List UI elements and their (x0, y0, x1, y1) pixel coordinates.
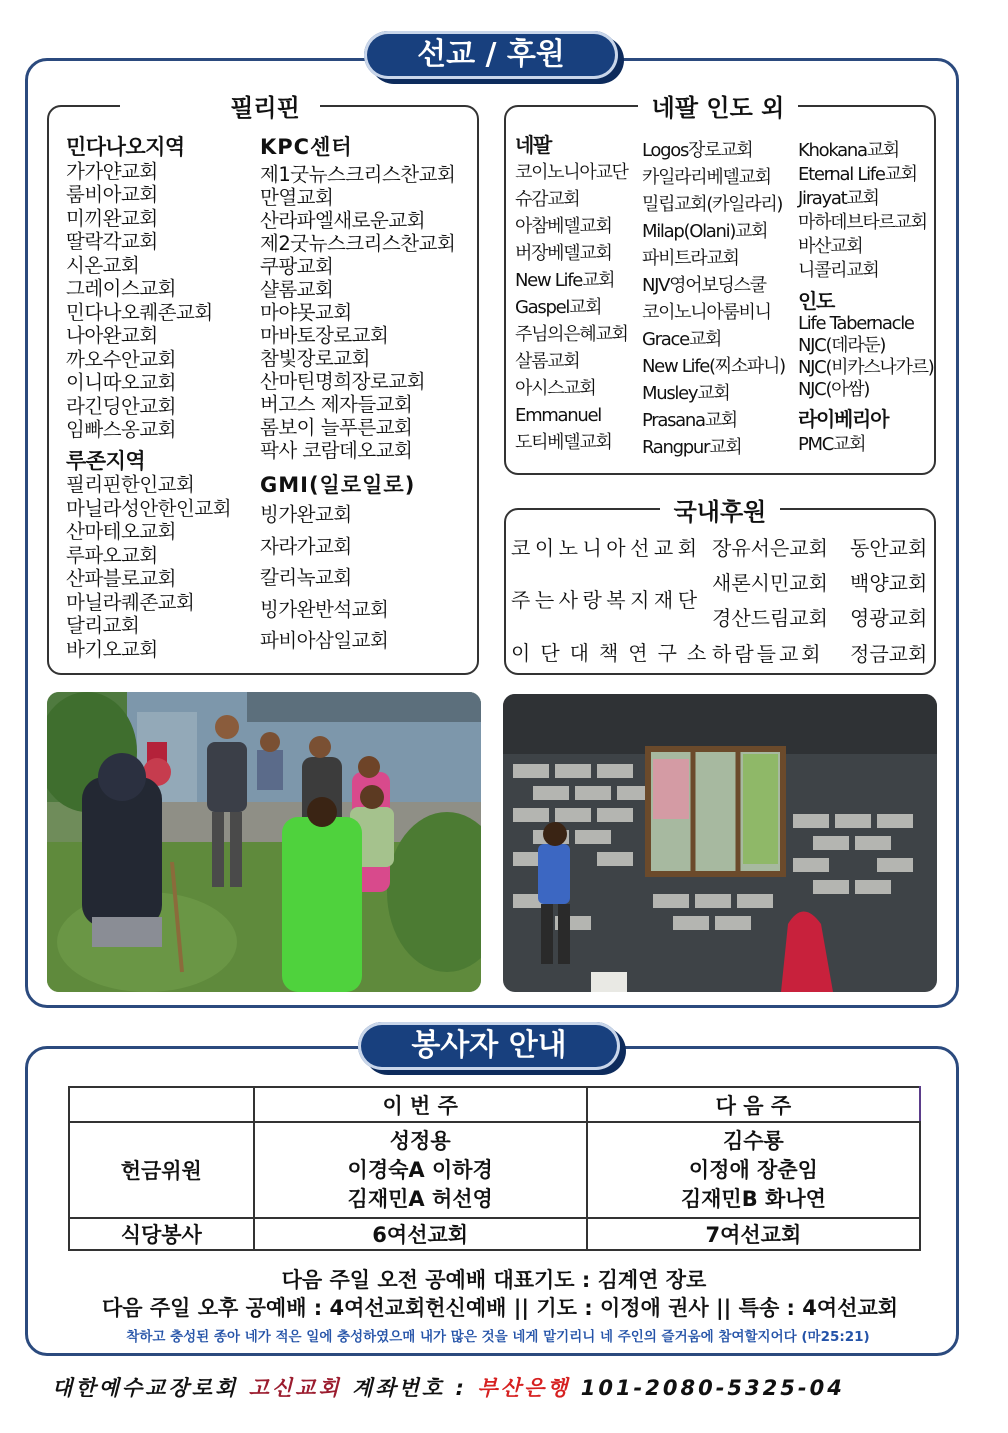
list-item: PMC교회 (798, 434, 866, 455)
list-item: 밀립교회(카일라리) (642, 194, 783, 215)
table-row-offering (69, 1122, 920, 1218)
philippines-title-rule-left (120, 105, 215, 107)
list-item: 파비트라교회 (642, 248, 739, 269)
list-item: 필리핀한인교회 (66, 473, 195, 496)
offering-this-week-line-1: 이경숙A 이하경 (347, 1157, 493, 1182)
list-item: New Life교회 (515, 270, 615, 291)
list-item: 산마틴명희장로교회 (260, 370, 426, 393)
list-item: 마하데브타르교회 (798, 212, 927, 233)
list-item: Eternal Life교회 (798, 164, 917, 185)
list-item: Emmanuel (515, 405, 601, 426)
gmi-list (260, 499, 455, 657)
philippines-title: 필리핀 (210, 88, 320, 123)
list-item: 파비아삼일교회 (260, 629, 389, 652)
denomination: 대한예수교장로회 (52, 1376, 239, 1400)
list-item: NJC(비카스나가르) (798, 357, 934, 378)
list-item: 마야못교회 (260, 301, 352, 324)
list-item: 살롬교회 (515, 351, 580, 372)
list-item: 아참베델교회 (515, 216, 612, 237)
list-item: Musley교회 (642, 383, 730, 404)
nepal-col1 (515, 132, 628, 456)
list-item: 칼리녹교회 (260, 566, 352, 589)
philippines-col1 (66, 136, 231, 661)
list-item: Jirayat교회 (798, 188, 879, 209)
building-photo-drawing (503, 694, 937, 992)
offering-this-week-line-0: 성정용 (389, 1128, 451, 1153)
outdoor-photo-drawing (47, 692, 481, 992)
kitchen-next-week: 7여선교회 (587, 1218, 920, 1250)
gmi-heading: GMI(일로일로) (260, 473, 416, 497)
list-item: NJV영어보딩스쿨 (642, 275, 766, 296)
list-item: 가가얀교회 (66, 159, 158, 183)
list-item: 팍사 코람데오교회 (260, 439, 413, 462)
list-item: 제2굿뉴스크리스찬교회 (260, 232, 456, 255)
list-item: 버장베델교회 (515, 243, 612, 264)
list-item: Rangpur교회 (642, 437, 742, 458)
header-this-week: 이 번 주 (254, 1087, 587, 1122)
list-item: 달리교회 (66, 614, 140, 637)
list-item: 라긴딩안교회 (66, 394, 177, 418)
india-heading: 인도 (798, 289, 835, 313)
volunteer-table-corner (69, 1087, 254, 1122)
list-item: 샬롬교회 (260, 278, 334, 301)
row-label-kitchen: 식당봉사 (69, 1218, 254, 1250)
list-item: NJC(데라둔) (798, 335, 886, 356)
nepal-col3-list (798, 139, 933, 283)
list-item: Gaspel교회 (515, 297, 602, 318)
list-item: Milap(Olani)교회 (642, 221, 768, 242)
list-item: 마바토장로교회 (260, 324, 389, 347)
liberia-heading: 라이베리아 (798, 407, 889, 431)
mission-title: 선교 / 후원 (364, 31, 618, 79)
luzon-heading: 루존지역 (66, 448, 146, 473)
list-item: 민다나오퀘존교회 (66, 300, 213, 324)
kpc-list (260, 163, 455, 462)
nepal-col3 (798, 139, 933, 457)
nepal-title: 네팔 인도 외 (638, 88, 798, 123)
domestic-col3-item-1: 백양교회 (850, 571, 928, 595)
offering-next-week-line-0: 김수룡 (722, 1128, 784, 1153)
mission-photo-outdoor (47, 692, 481, 992)
list-item: 미끼완교회 (66, 206, 158, 230)
list-item: 바산교회 (798, 236, 863, 257)
domestic-col2-item-1: 새론시민교회 (712, 571, 828, 595)
offering-next-week-line-2: 김재민B 화나연 (680, 1186, 826, 1211)
list-item: 제1굿뉴스크리스찬교회 (260, 163, 456, 186)
list-item: 만열교회 (260, 186, 334, 209)
domestic-col2-item-0: 장유서은교회 (712, 536, 828, 560)
list-item: 딸락각교회 (66, 230, 158, 253)
list-item: Logos장로교회 (642, 140, 753, 161)
kpc-heading: KPC센터 (260, 135, 353, 159)
list-item: 도티베델교회 (515, 432, 612, 453)
bank-name: 부산은행 (477, 1376, 571, 1400)
list-item: New Life(찌소파니) (642, 356, 785, 377)
list-item: 룸비아교회 (66, 183, 158, 206)
account-label: 계좌번호 : (352, 1376, 467, 1400)
list-item: 산라파엘새로운교회 (260, 209, 426, 232)
list-item: 슈감교회 (515, 189, 580, 210)
list-item: 임빠스옹교회 (66, 418, 177, 441)
philippines-col2 (260, 136, 455, 657)
domestic-col2-item-2: 경산드림교회 (712, 606, 828, 630)
nepal-col2 (642, 137, 785, 461)
list-item: 코이노니아룸비니 (642, 302, 771, 323)
domestic-col1-item-0: 코이노니아선교회 (511, 536, 702, 560)
kitchen-this-week: 6여선교회 (254, 1218, 587, 1250)
list-item: 코이노니아교단 (515, 162, 628, 183)
account-footer (52, 1372, 845, 1402)
list-item: 마닐라성안한인교회 (66, 496, 232, 520)
offering-this-week-line-2: 김재민A 허선영 (347, 1186, 493, 1211)
list-item: 니콜리교회 (798, 260, 879, 281)
domestic-title: 국내후원 (660, 492, 780, 527)
list-item: Prasana교회 (642, 410, 737, 431)
account-number: 101-2080-5325-04 (580, 1376, 845, 1400)
list-item: 빙가완교회 (260, 503, 352, 526)
domestic-col3-item-0: 동안교회 (850, 536, 928, 560)
list-item: 쿠팡교회 (260, 255, 334, 278)
list-item: 나아완교회 (66, 324, 158, 347)
offering-next-week-line-1: 이정애 장춘임 (688, 1157, 818, 1182)
list-item: 롬보이 늘푸른교회 (260, 416, 413, 439)
list-item: 버고스 제자들교회 (260, 393, 413, 416)
list-item: 까오수안교회 (66, 347, 177, 371)
nepal-heading: 네팔 (515, 133, 552, 157)
list-item: 카일라리베델교회 (642, 167, 771, 188)
mindanao-heading: 민다나오지역 (66, 135, 185, 159)
domestic-col1-item-2: 이단대책연구소 (511, 641, 717, 665)
domestic-col1-item-1: 주는사랑복지재단 (511, 588, 702, 612)
church-name: 고신교회 (248, 1376, 342, 1400)
luzon-list (66, 473, 231, 661)
list-item: 아시스교회 (515, 378, 596, 399)
list-item: 산마테오교회 (66, 520, 177, 543)
list-item: 주님의은혜교회 (515, 324, 628, 345)
list-item: 빙가완반석교회 (260, 597, 389, 621)
liberia-list (798, 433, 933, 457)
list-item: Khokana교회 (798, 140, 899, 161)
india-list (798, 313, 933, 401)
list-item: NJC(아쌈) (798, 379, 870, 400)
list-item: 이니따오교회 (66, 371, 177, 394)
list-item: 마닐라퀘존교회 (66, 590, 195, 614)
list-item: Life Tabernacle (798, 313, 914, 334)
row-label-offering: 헌금위원 (69, 1122, 254, 1218)
header-next-week: 다 음 주 (587, 1087, 920, 1122)
offering-next-week (587, 1122, 920, 1218)
domestic-col2-item-3: 하람들교회 (712, 642, 824, 666)
nepal-col1-list (515, 159, 628, 456)
list-item: 바기오교회 (66, 637, 158, 661)
notice-afternoon-service: 다음 주일 오후 공예배 : 4여선교회헌신예배 || 기도 : 이정애 권사 || 특송 : 4여선교회 (101, 1296, 899, 1320)
volunteer-table (68, 1086, 921, 1251)
domestic-col3-item-3: 정금교회 (850, 642, 928, 666)
table-row-kitchen (69, 1218, 920, 1250)
list-item: 참빛장로교회 (260, 347, 371, 370)
list-item: Grace교회 (642, 329, 722, 350)
list-item: 시온교회 (66, 253, 140, 277)
domestic-col3-item-2: 영광교회 (850, 606, 928, 630)
volunteer-title: 봉사자 안내 (358, 1022, 620, 1070)
list-item: 루파오교회 (66, 543, 158, 567)
offering-this-week (254, 1122, 587, 1218)
notice-morning-prayer: 다음 주일 오전 공예배 대표기도 : 김계연 장로 (281, 1268, 707, 1292)
bible-verse: 착하고 충성된 종아 네가 적은 일에 충성하였으매 내가 많은 것을 네게 맡기리니 네 주인의 즐거움에 참여할지어다 (마25:21) (126, 1329, 870, 1345)
mission-photo-building (503, 694, 937, 992)
list-item: 자라가교회 (260, 534, 352, 558)
mindanao-list (66, 160, 231, 442)
nepal-col2-list (642, 137, 785, 461)
list-item: 산파블로교회 (66, 567, 177, 590)
list-item: 그레이스교회 (66, 277, 177, 300)
